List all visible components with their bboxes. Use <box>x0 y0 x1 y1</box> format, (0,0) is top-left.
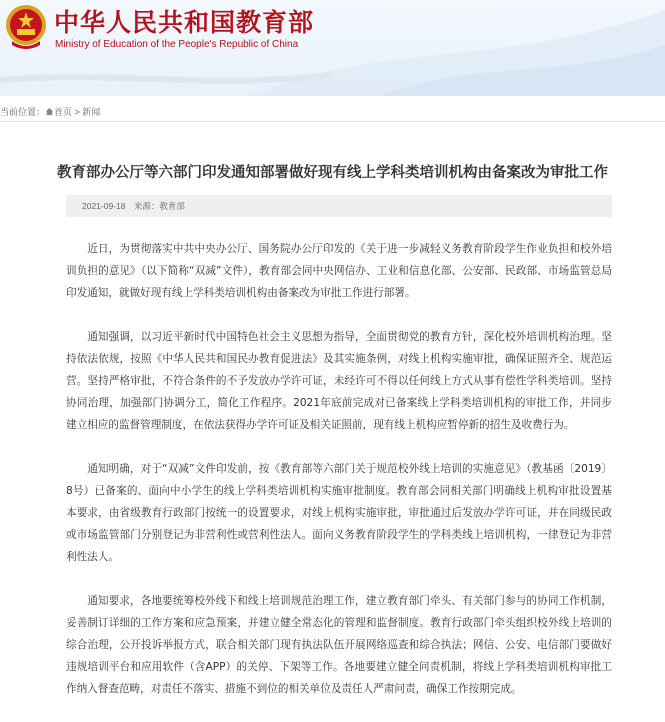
site-subtitle: Ministry of Education of the People's Republic of China <box>55 39 299 50</box>
breadcrumb-prefix: 当前位置： <box>0 107 46 117</box>
article-paragraph: 近日，为贯彻落实中共中央办公厅、国务院办公厅印发的《关于进一步减轻义务教育阶段学生作业负担和校外培训负担的意见》（以下简称“双减”文件），教育部会同中央网信办、工业和信息化部、公安部、民政部、市场监管总局印发通知，就做好现有线上学科类培训机构由备案改为审批工作进行部署。 <box>66 243 612 299</box>
breadcrumb-current-link[interactable]: 新闻 <box>82 107 101 117</box>
breadcrumb <box>0 105 100 118</box>
site-title[interactable]: 中华人民共和国教育部 <box>54 8 315 37</box>
article-paragraph: 通知强调，以习近平新时代中国特色社会主义思想为指导，全面贯彻党的教育方针，深化校外培训机构治理。坚持依法依规，按照《中华人民共和国民办教育促进法》及其实施条例，对线上机构实施审批，确保证照齐全、规范运营。坚持严格审批，不符合条件的不予发放办学许可证，未经许可不得以任何线上方式从事有偿性学科类培训。坚持协同治理，加强部门协调分工，简化工作程序。2021年底前完成对已备案线上学科类培训机构的审批工作，并同步建立相应的监督管理制度，在依法获得办学许可证及相关证照前，现有线上机构应暂停新的招生及收费行为。 <box>66 331 612 431</box>
article-body <box>66 238 612 722</box>
home-icon <box>45 107 54 116</box>
breadcrumb-home-link[interactable]: 首页 <box>54 107 73 117</box>
article-meta-bar <box>66 195 612 217</box>
article-date: 2021-09-18 <box>82 201 126 211</box>
article-paragraph: 通知明确，对于“双减”文件印发前，按《教育部等六部门关于规范校外线上培训的实施意见》（教基函〔2019〕8号）已备案的、面向中小学生的线上学科类培训机构实施审批制度。教育部会同相关部门明确线上机构审批设置基本要求，由省级教育行政部门按统一的设置要求，对线上机构实施审批，审批通过后发放办学许可证，并在同级民政或市场监管部门分别登记为非营利性或营利性法人。面向义务教育阶段学生的学科类线上培训机构，一律登记为非营利性法人。 <box>66 463 612 563</box>
divider <box>0 121 665 122</box>
article-title: 教育部办公厅等六部门印发通知部署做好现有线上学科类培训机构由备案改为审批工作 <box>57 165 608 181</box>
article-source: 来源：教育部 <box>133 201 185 211</box>
breadcrumb-separator: > <box>72 107 83 117</box>
article-paragraph: 通知要求，各地要统筹校外线下和线上培训规范治理工作，建立教育部门牵头、有关部门参与的协同工作机制，妥善制订详细的工作方案和应急预案，并建立健全常态化的管理和监督制度。教育行政部门牵头组织校外线上培训的综合治理，公开投诉举报方式，联合相关部门现有执法队伍开展网络巡查和综合执法；网信、公安、电信部门要做好违规培训平台和应用软件（含APP）的关停、下架等工作。各地要建立健全问责机制，将线上学科类培训机构审批工作纳入督查范畴，对责任不落实、措施不到位的相关单位及责任人严肃问责，确保工作按期完成。 <box>66 595 612 695</box>
site-header <box>0 0 665 96</box>
national-emblem-icon[interactable] <box>4 3 48 51</box>
